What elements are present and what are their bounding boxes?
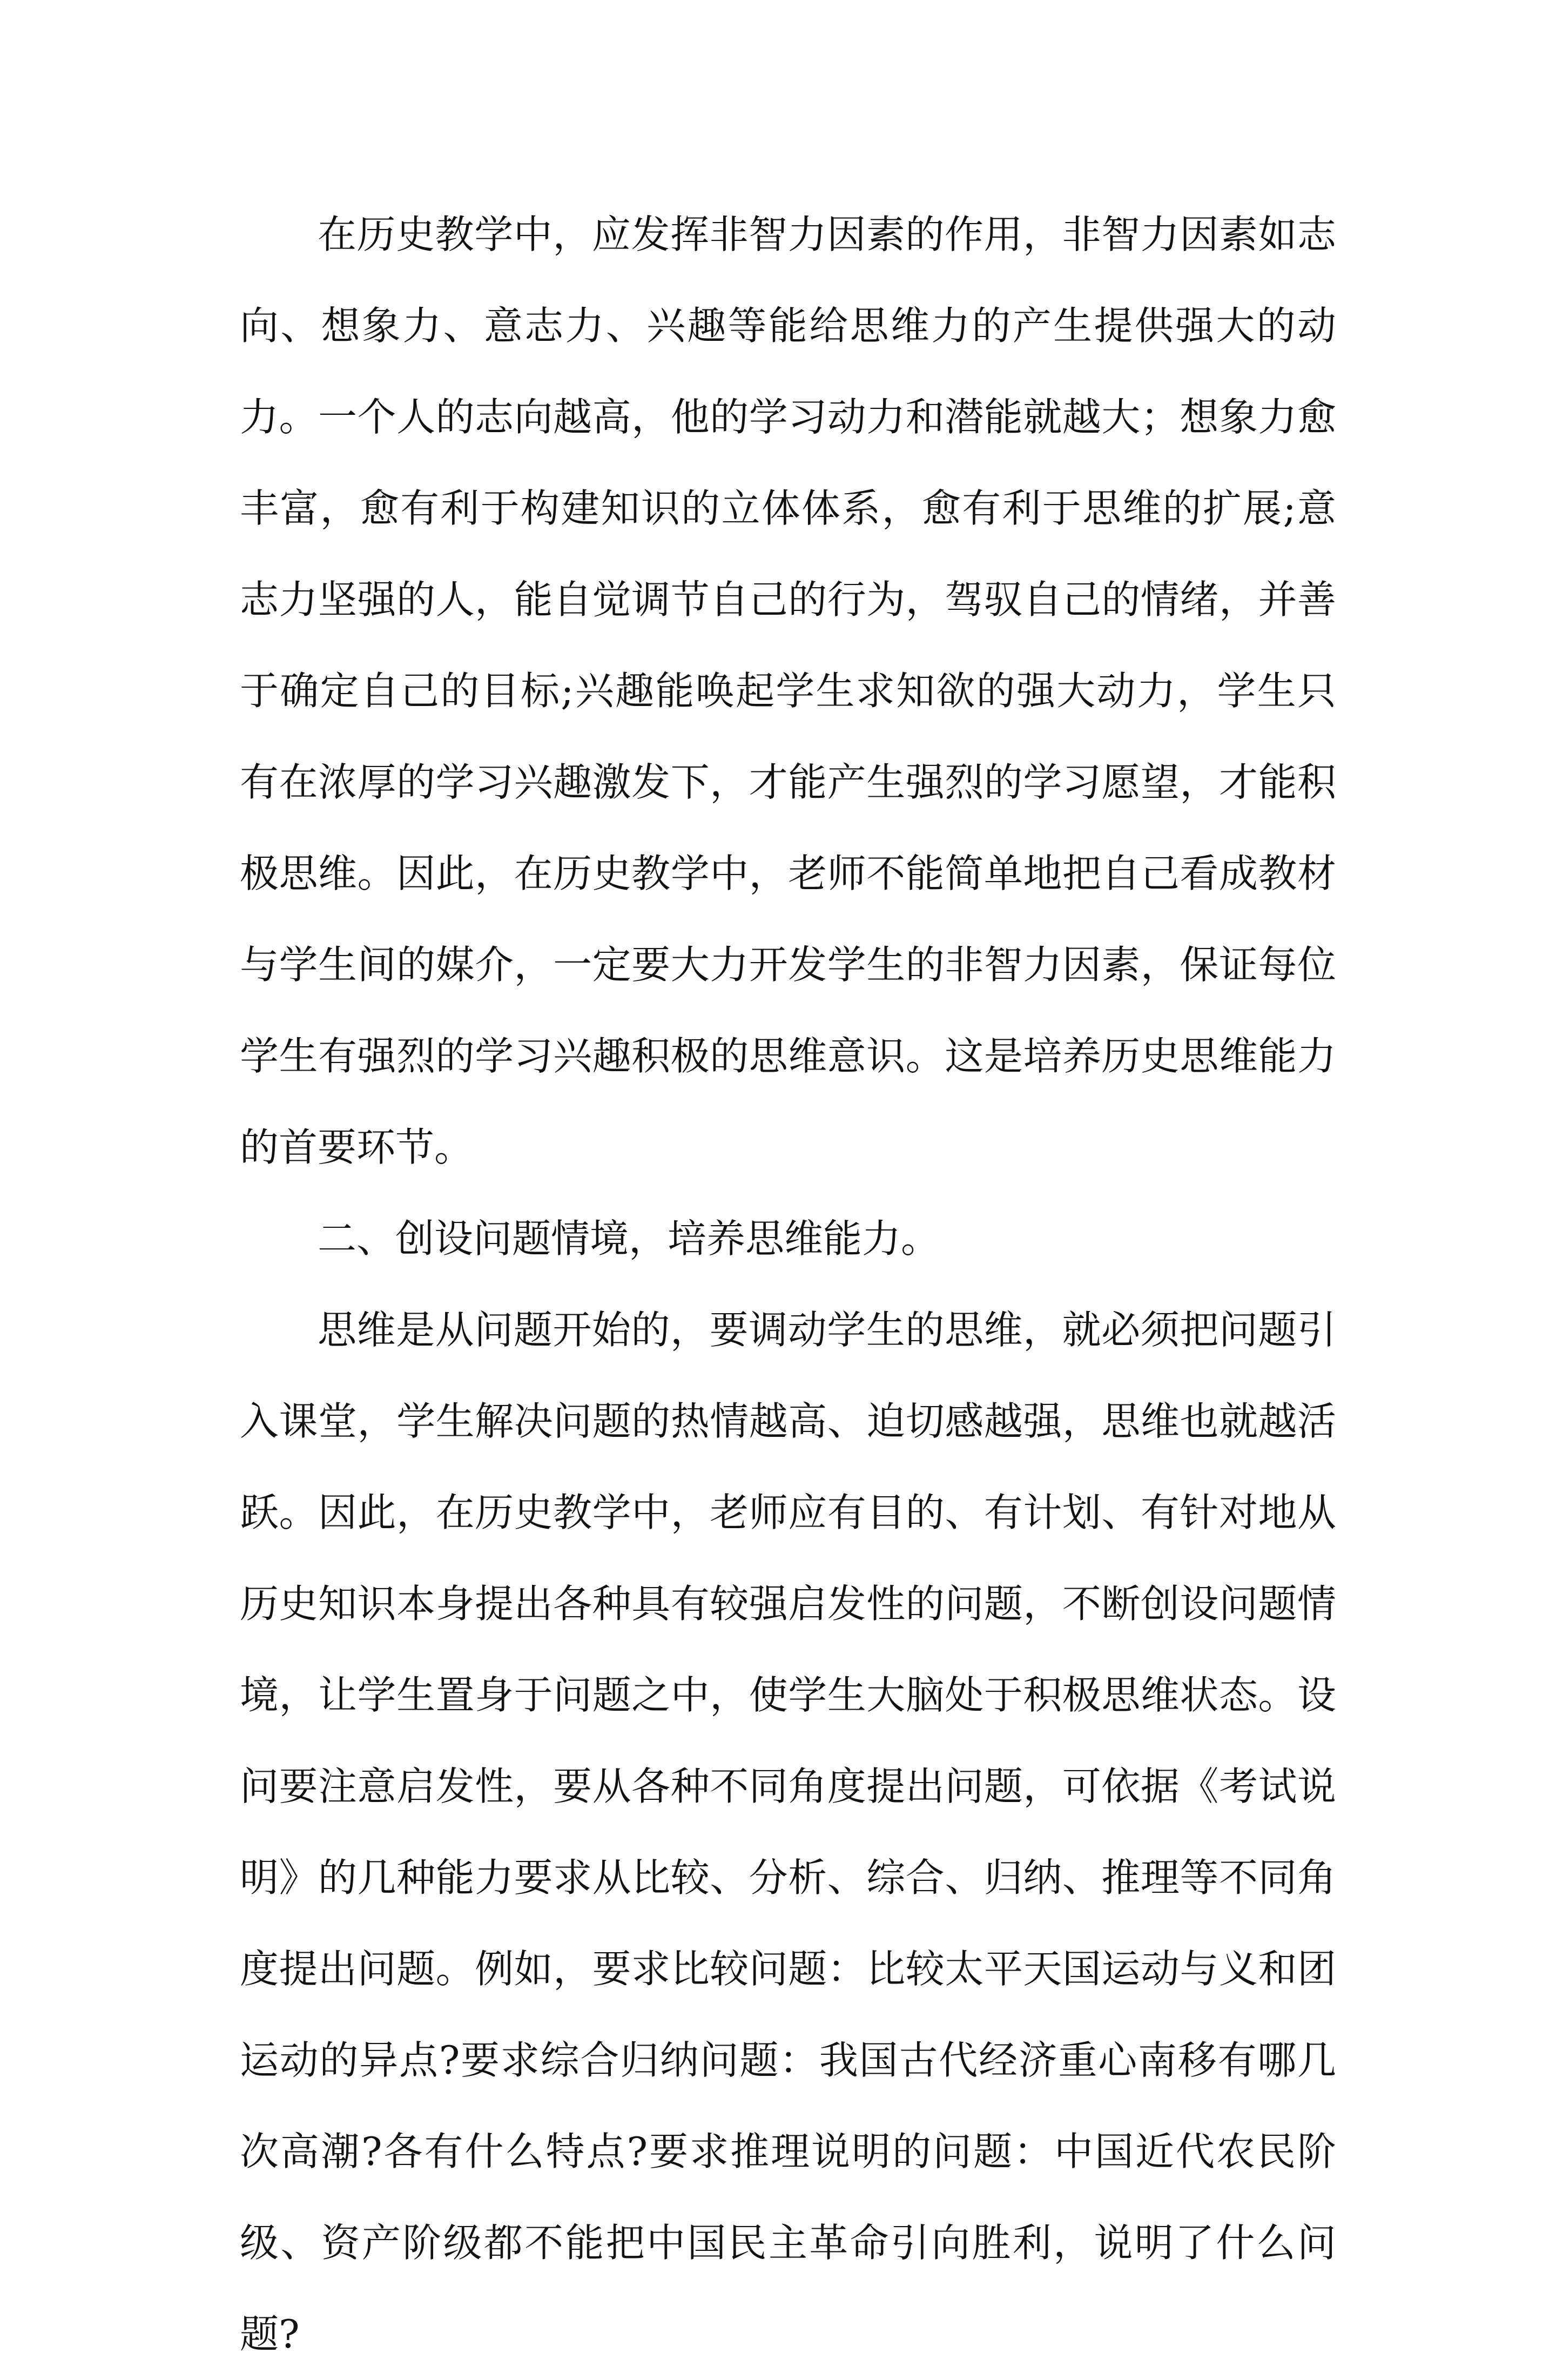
paragraph-non-intellectual-factors: 在历史教学中，应发挥非智力因素的作用，非智力因素如志向、想象力、意志力、兴趣等能给思维力的产生提供强大的动力。一个人的志向越高，他的学习动力和潜能就越大；想象力愈丰富，愈有利于构建知识的立体体系，愈有利于思维的扩展;意志力坚强的人，能自觉调节自己的行为，驾驭自己的情绪，并善于确定自己的目标;兴趣能唤起学生求知欲的强大动力，学生只有在浓厚的学习兴趣激发下，才能产生强烈的学习愿望，才能积极思维。因此，在历史教学中，老师不能简单地把自己看成教材与学生间的媒介，一定要大力开发学生的非智力因素，保证每位学生有强烈的学习兴趣积极的思维意识。这是培养历史思维能力的首要环节。 xyxy=(240,212,1336,1170)
document-body xyxy=(240,189,1336,2380)
paragraph-problem-questions: 思维是从问题开始的，要调动学生的思维，就必须把问题引入课堂，学生解决问题的热情越高、迫切感越强，思维也就越活跃。因此，在历史教学中，老师应有目的、有计划、有针对地从历史知识本身提出各种具有较强启发性的问题，不断创设问题情境，让学生置身于问题之中，使学生大脑处于积极思维状态。设问要注意启发性，要从各种不同角度提出问题，可依据《考试说明》的几种能力要求从比较、分析、综合、归纳、推理等不同角度提出问题。例如，要求比较问题：比较太平天国运动与义和团运动的异点?要求综合归纳问题：我国古代经济重心南移有哪几次高潮?各有什么特点?要求推理说明的问题：中国近代农民阶级、资产阶级都不能把中国民主革命引向胜利，说明了什么问题? xyxy=(240,1307,1336,2357)
section-heading-problem-situations: 二、创设问题情境，培养思维能力。 xyxy=(318,1216,940,1261)
